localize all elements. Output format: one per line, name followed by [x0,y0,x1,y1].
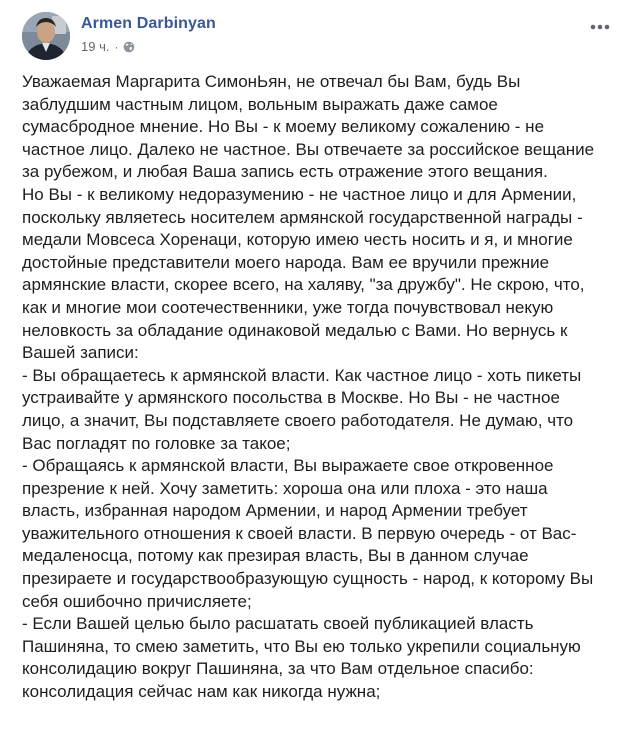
post-text-line: заблудшим частным лицом, вольным выражать даже самое [22,94,498,114]
post-text-line: - Если Вашей целью было расшатать своей публикацией власть [22,614,534,634]
post-text-line: - Вы обращаетесь к армянской власти. Как частное лицо - хоть пикеты [22,365,582,385]
post-text-line: презираете и государствообразующую сущность - народ, к которому Вы [22,569,594,589]
post-text-line: частное лицо. Далеко не частное. Вы отвечаете за российское вещание [22,139,595,159]
post-text-line: поскольку являетесь носителем армянской государственной награды - [22,207,583,227]
globe-icon[interactable] [123,41,135,53]
post-text-line: сумасбродное мнение. Но Вы - к моему великому сожалению - не [22,117,545,137]
more-options-icon[interactable] [588,20,612,32]
post-text-line: неловкость за обладание одинаковой медалью с Вами. Но вернусь к [22,320,568,340]
post-text-line: Но Вы - к великому недоразумению - не частное лицо и для Армении, [22,184,577,204]
post-text-line: Уважаемая Маргарита СимонЬян, не отвечал бы Вам, будь Вы [22,72,521,91]
post-text-line: уважительного отношения к своей власти. В первую очередь - от Вас- [22,523,577,543]
post-text-line: - Обращаясь к армянской власти, Вы выражаете свое откровенное [22,456,554,476]
post-text-line: за рубежом, и любая Ваша запись есть отражение этого вещания. [22,162,548,182]
post-text-line: презрение к ней. Хочу заметить: хороша она или плоха - это наша [22,478,548,498]
post-text-line: лицо, а значит, Вы подставляете своего работодателя. Не думаю, что [22,410,574,430]
post-timestamp[interactable]: 19 ч. [81,39,110,54]
post-text-line: Пашиняна, то смею заметить, что Вы ею только укрепили социальную [22,636,581,656]
post-meta [81,39,135,54]
post-text-line: армянские власти, скорее всего, на халяву, "за дружбу". Не скрою, что, [22,275,585,295]
meta-separator: · [114,39,119,54]
post-text-line: власть, избранная народом Армении, и народ Армении требует [22,501,528,521]
post-text-line: как и многие мои соотечественники, уже тогда почувствовал некую [22,297,554,317]
post-text-line: Вас погладят по головке за такое; [22,433,291,453]
post-text-line: себя ошибочно причисляете; [22,591,252,611]
post-text-line: медали Мовсеса Хоренаци, которую имею честь носить и я, и многие [22,230,573,250]
author-name[interactable]: Armen Darbinyan [81,15,216,32]
post-text [22,71,612,704]
post-text-line: устраивайте у армянского посольства в Москве. Но Вы - не частное [22,388,560,408]
post-text-line: консолидацию вокруг Пашиняна, за что Вам отдельное спасибо: [22,659,534,679]
post-text-line: медаленосца, потому как презирая власть, Вы в данном случае [22,546,529,566]
post-text-line: Вашей записи: [22,343,139,363]
avatar-photo [22,12,70,60]
post-text-line: консолидация сейчас нам как никогда нужна; [22,682,381,702]
post-text-line: достойные представители моего народа. Вам ее вручили прежние [22,252,550,272]
post-header [0,0,620,64]
avatar[interactable] [22,12,70,60]
